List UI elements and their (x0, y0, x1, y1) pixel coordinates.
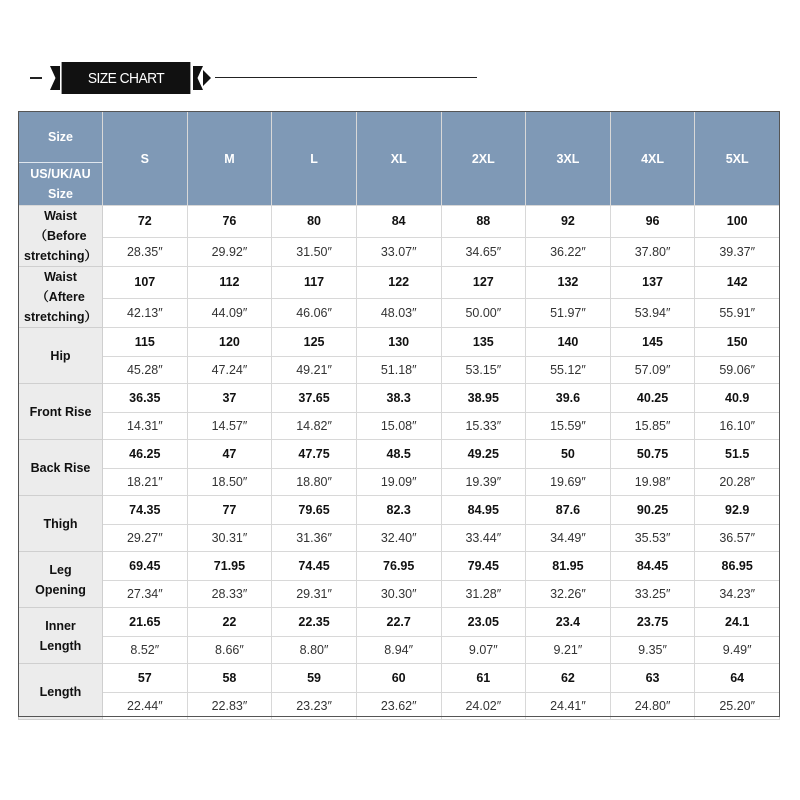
cm-value-cell: 22.35 (272, 608, 357, 637)
inch-value-cell: 27.34″ (103, 581, 188, 608)
cm-value-cell: 57 (103, 664, 188, 693)
cm-value-cell: 23.75 (610, 608, 695, 637)
size-header-4xl: 4XL (610, 112, 695, 206)
measurement-row-inch (19, 298, 780, 327)
cm-value-cell: 120 (187, 328, 272, 357)
cm-value-cell: 82.3 (356, 496, 441, 525)
cm-value-cell: 50 (526, 440, 611, 469)
inch-value-cell: 28.33″ (187, 581, 272, 608)
size-chart-title: SIZE CHART (62, 62, 191, 94)
cm-value-cell: 92.9 (695, 496, 780, 525)
inch-value-cell: 55.91″ (695, 298, 780, 327)
row-label-back-rise: Back Rise (19, 440, 103, 496)
inch-value-cell: 19.39″ (441, 469, 526, 496)
cm-value-cell: 37.65 (272, 384, 357, 413)
cm-value-cell: 107 (103, 267, 188, 299)
inch-value-cell: 39.37″ (695, 237, 780, 266)
cm-value-cell: 96 (610, 206, 695, 238)
inch-value-cell: 31.36″ (272, 525, 357, 552)
cm-value-cell: 46.25 (103, 440, 188, 469)
inch-value-cell: 50.00″ (441, 298, 526, 327)
inch-value-cell: 22.44″ (103, 693, 188, 720)
inch-value-cell: 48.03″ (356, 298, 441, 327)
size-header-s: S (103, 112, 188, 206)
inch-value-cell: 53.15″ (441, 357, 526, 384)
row-label-front-rise: Front Rise (19, 384, 103, 440)
cm-value-cell: 47.75 (272, 440, 357, 469)
inch-value-cell: 35.53″ (610, 525, 695, 552)
inch-value-cell: 31.50″ (272, 237, 357, 266)
inch-value-cell: 30.31″ (187, 525, 272, 552)
inch-value-cell: 44.09″ (187, 298, 272, 327)
banner-right-notch (193, 66, 203, 90)
cm-value-cell: 36.35 (103, 384, 188, 413)
cm-value-cell: 132 (526, 267, 611, 299)
corner-region-label: US/UK/AU Size (30, 167, 91, 201)
cm-value-cell: 92 (526, 206, 611, 238)
cm-value-cell: 23.05 (441, 608, 526, 637)
inch-value-cell: 14.31″ (103, 413, 188, 440)
cm-value-cell: 40.9 (695, 384, 780, 413)
cm-value-cell: 81.95 (526, 552, 611, 581)
inch-value-cell: 18.50″ (187, 469, 272, 496)
cm-value-cell: 39.6 (526, 384, 611, 413)
inch-value-cell: 51.18″ (356, 357, 441, 384)
header-row (19, 112, 780, 206)
cm-value-cell: 71.95 (187, 552, 272, 581)
inch-value-cell: 29.27″ (103, 525, 188, 552)
inch-value-cell: 24.02″ (441, 693, 526, 720)
cm-value-cell: 145 (610, 328, 695, 357)
inch-value-cell: 15.33″ (441, 413, 526, 440)
cm-value-cell: 150 (695, 328, 780, 357)
inch-value-cell: 24.41″ (526, 693, 611, 720)
inch-value-cell: 8.52″ (103, 637, 188, 664)
inch-value-cell: 33.07″ (356, 237, 441, 266)
inch-value-cell: 16.10″ (695, 413, 780, 440)
cm-value-cell: 100 (695, 206, 780, 238)
cm-value-cell: 50.75 (610, 440, 695, 469)
row-label-length: Length (19, 664, 103, 720)
measurement-row-inch (19, 469, 780, 496)
cm-value-cell: 72 (103, 206, 188, 238)
cm-value-cell: 77 (187, 496, 272, 525)
inch-value-cell: 37.80″ (610, 237, 695, 266)
inch-value-cell: 34.65″ (441, 237, 526, 266)
cm-value-cell: 51.5 (695, 440, 780, 469)
cm-value-cell: 74.45 (272, 552, 357, 581)
inch-value-cell: 45.28″ (103, 357, 188, 384)
cm-value-cell: 135 (441, 328, 526, 357)
inch-value-cell: 15.59″ (526, 413, 611, 440)
cm-value-cell: 58 (187, 664, 272, 693)
cm-value-cell: 22.7 (356, 608, 441, 637)
cm-value-cell: 125 (272, 328, 357, 357)
inch-value-cell: 30.30″ (356, 581, 441, 608)
inch-value-cell: 24.80″ (610, 693, 695, 720)
inch-value-cell: 9.49″ (695, 637, 780, 664)
row-label-waist-aftere-stretching: Waist （Aftere stretching） (19, 267, 103, 328)
cm-value-cell: 86.95 (695, 552, 780, 581)
inch-value-cell: 34.23″ (695, 581, 780, 608)
cm-value-cell: 137 (610, 267, 695, 299)
cm-value-cell: 40.25 (610, 384, 695, 413)
cm-value-cell: 69.45 (103, 552, 188, 581)
cm-value-cell: 63 (610, 664, 695, 693)
inch-value-cell: 42.13″ (103, 298, 188, 327)
cm-value-cell: 84.95 (441, 496, 526, 525)
cm-value-cell: 90.25 (610, 496, 695, 525)
measurement-row-cm (19, 206, 780, 238)
inch-value-cell: 29.31″ (272, 581, 357, 608)
cm-value-cell: 21.65 (103, 608, 188, 637)
inch-value-cell: 49.21″ (272, 357, 357, 384)
inch-value-cell: 9.21″ (526, 637, 611, 664)
banner-left-notch (50, 66, 60, 90)
inch-value-cell: 15.85″ (610, 413, 695, 440)
inch-value-cell: 15.08″ (356, 413, 441, 440)
measurement-row-cm (19, 328, 780, 357)
cm-value-cell: 88 (441, 206, 526, 238)
inch-value-cell: 22.83″ (187, 693, 272, 720)
cm-value-cell: 24.1 (695, 608, 780, 637)
cm-value-cell: 64 (695, 664, 780, 693)
inch-value-cell: 14.57″ (187, 413, 272, 440)
cm-value-cell: 142 (695, 267, 780, 299)
measurement-row-inch (19, 413, 780, 440)
inch-value-cell: 19.69″ (526, 469, 611, 496)
inch-value-cell: 19.98″ (610, 469, 695, 496)
size-header-2xl: 2XL (441, 112, 526, 206)
measurement-row-inch (19, 237, 780, 266)
measurement-row-inch (19, 693, 780, 720)
inch-value-cell: 46.06″ (272, 298, 357, 327)
row-label-waist-before-stretching: Waist （Before stretching） (19, 206, 103, 267)
inch-value-cell: 23.23″ (272, 693, 357, 720)
cm-value-cell: 84.45 (610, 552, 695, 581)
measurement-row-inch (19, 581, 780, 608)
cm-value-cell: 87.6 (526, 496, 611, 525)
inch-value-cell: 25.20″ (695, 693, 780, 720)
cm-value-cell: 60 (356, 664, 441, 693)
cm-value-cell: 84 (356, 206, 441, 238)
cm-value-cell: 140 (526, 328, 611, 357)
cm-value-cell: 49.25 (441, 440, 526, 469)
banner-arrow-icon (203, 70, 211, 86)
inch-value-cell: 8.66″ (187, 637, 272, 664)
size-header-xl: XL (356, 112, 441, 206)
measurement-row-cm (19, 608, 780, 637)
inch-value-cell: 29.92″ (187, 237, 272, 266)
cm-value-cell: 62 (526, 664, 611, 693)
measurement-row-cm (19, 552, 780, 581)
cm-value-cell: 61 (441, 664, 526, 693)
inch-value-cell: 34.49″ (526, 525, 611, 552)
inch-value-cell: 23.62″ (356, 693, 441, 720)
size-header-corner (19, 112, 103, 206)
cm-value-cell: 117 (272, 267, 357, 299)
row-label-hip: Hip (19, 328, 103, 384)
inch-value-cell: 28.35″ (103, 237, 188, 266)
size-table-body (19, 112, 780, 720)
inch-value-cell: 20.28″ (695, 469, 780, 496)
row-label-thigh: Thigh (19, 496, 103, 552)
cm-value-cell: 79.45 (441, 552, 526, 581)
cm-value-cell: 112 (187, 267, 272, 299)
inch-value-cell: 8.94″ (356, 637, 441, 664)
corner-size-label: Size (19, 112, 102, 163)
cm-value-cell: 127 (441, 267, 526, 299)
cm-value-cell: 37 (187, 384, 272, 413)
inch-value-cell: 9.07″ (441, 637, 526, 664)
cm-value-cell: 48.5 (356, 440, 441, 469)
inch-value-cell: 18.21″ (103, 469, 188, 496)
row-label-inner-length: Inner Length (19, 608, 103, 664)
inch-value-cell: 51.97″ (526, 298, 611, 327)
size-header-3xl: 3XL (526, 112, 611, 206)
inch-value-cell: 59.06″ (695, 357, 780, 384)
row-label-leg-opening: Leg Opening (19, 552, 103, 608)
measurement-row-inch (19, 525, 780, 552)
size-header-l: L (272, 112, 357, 206)
inch-value-cell: 47.24″ (187, 357, 272, 384)
cm-value-cell: 79.65 (272, 496, 357, 525)
cm-value-cell: 22 (187, 608, 272, 637)
inch-value-cell: 33.25″ (610, 581, 695, 608)
measurement-row-cm (19, 496, 780, 525)
inch-value-cell: 53.94″ (610, 298, 695, 327)
inch-value-cell: 36.57″ (695, 525, 780, 552)
inch-value-cell: 18.80″ (272, 469, 357, 496)
inch-value-cell: 32.40″ (356, 525, 441, 552)
size-header-m: M (187, 112, 272, 206)
cm-value-cell: 115 (103, 328, 188, 357)
title-area (0, 58, 800, 98)
size-table (18, 111, 780, 720)
cm-value-cell: 38.95 (441, 384, 526, 413)
cm-value-cell: 23.4 (526, 608, 611, 637)
measurement-row-inch (19, 357, 780, 384)
inch-value-cell: 36.22″ (526, 237, 611, 266)
cm-value-cell: 76 (187, 206, 272, 238)
inch-value-cell: 9.35″ (610, 637, 695, 664)
inch-value-cell: 57.09″ (610, 357, 695, 384)
inch-value-cell: 8.80″ (272, 637, 357, 664)
cm-value-cell: 47 (187, 440, 272, 469)
measurement-row-cm (19, 267, 780, 299)
inch-value-cell: 14.82″ (272, 413, 357, 440)
cm-value-cell: 122 (356, 267, 441, 299)
measurement-row-cm (19, 664, 780, 693)
measurement-row-inch (19, 637, 780, 664)
inch-value-cell: 33.44″ (441, 525, 526, 552)
measurement-row-cm (19, 384, 780, 413)
cm-value-cell: 80 (272, 206, 357, 238)
title-dash (30, 77, 42, 79)
size-header-5xl: 5XL (695, 112, 780, 206)
inch-value-cell: 19.09″ (356, 469, 441, 496)
cm-value-cell: 38.3 (356, 384, 441, 413)
inch-value-cell: 32.26″ (526, 581, 611, 608)
cm-value-cell: 130 (356, 328, 441, 357)
cm-value-cell: 74.35 (103, 496, 188, 525)
inch-value-cell: 31.28″ (441, 581, 526, 608)
cm-value-cell: 76.95 (356, 552, 441, 581)
inch-value-cell: 55.12″ (526, 357, 611, 384)
measurement-row-cm (19, 440, 780, 469)
title-rule (215, 77, 477, 78)
cm-value-cell: 59 (272, 664, 357, 693)
